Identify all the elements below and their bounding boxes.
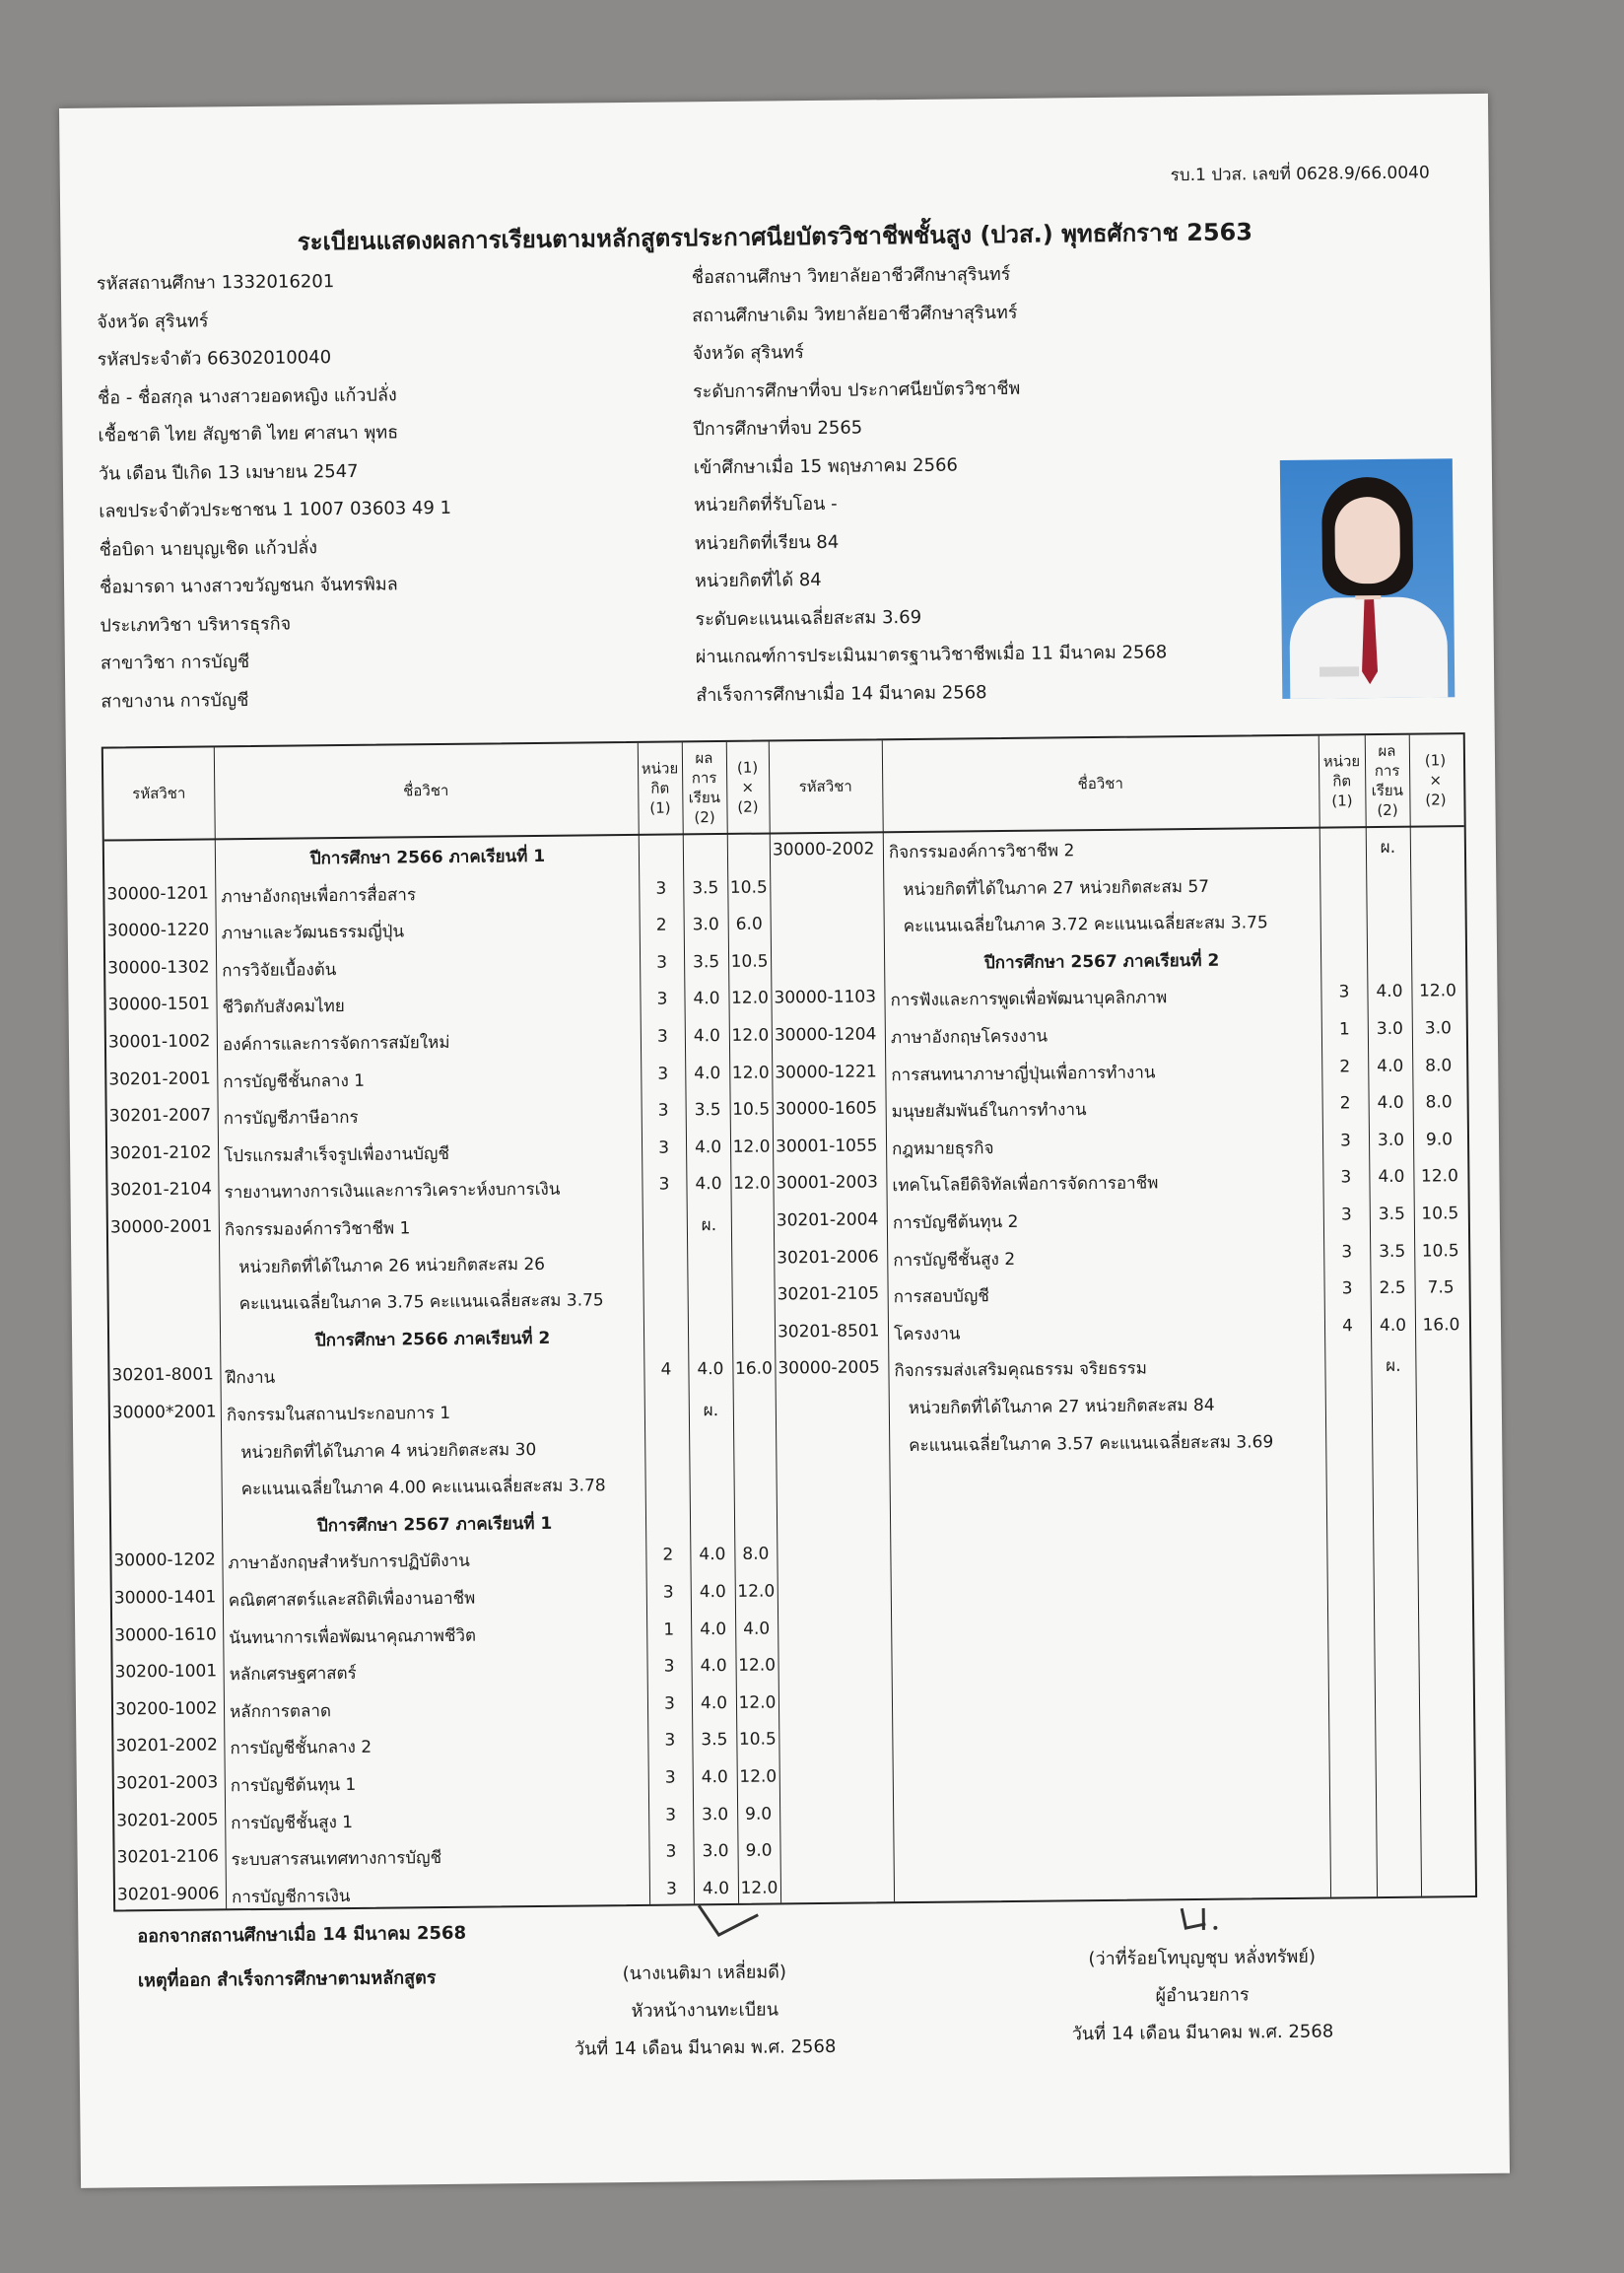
course-code: 30000-1221 — [775, 1061, 877, 1083]
grade-value: 4.0 — [1376, 982, 1403, 1002]
course-code: 30201-2006 — [777, 1246, 879, 1269]
points-value — [1410, 833, 1462, 834]
points-value: 12.0 — [737, 1581, 776, 1602]
term-heading: ปีการศึกษา 2566 ภาคเรียนที่ 2 — [314, 1328, 551, 1351]
credit-value: 1 — [663, 1619, 675, 1640]
leave-reason: เหตุที่ออก สำเร็จการศึกษาตามหลักสูตร — [137, 1967, 437, 1992]
term-summary: คะแนนเฉลี่ยในภาค 4.00 คะแนนเฉลี่ยสะสม 3.78 — [240, 1476, 606, 1500]
grade-value: 4.0 — [702, 1878, 730, 1899]
credit-value: 3 — [655, 878, 667, 899]
course-name: องค์การและการจัดการสมัยใหม่ — [222, 1032, 450, 1056]
points-value: 4.0 — [743, 1619, 771, 1639]
points-value: 12.0 — [732, 1173, 771, 1195]
director-name: (ว่าที่ร้อยโทบุญชุบ หลั่งทรัพย์) — [1088, 1946, 1317, 1970]
grade-value: ผ. — [703, 1401, 719, 1421]
grade-value: 4.0 — [697, 1359, 724, 1380]
points-value: 12.0 — [730, 988, 770, 1009]
grade-value: 4.0 — [694, 1136, 722, 1158]
course-code: 30000-1610 — [114, 1624, 217, 1646]
course-code: 30201-2002 — [115, 1735, 218, 1756]
points-value: 12.0 — [732, 1136, 771, 1157]
term-summary: คะแนนเฉลี่ยในภาค 3.72 คะแนนเฉลี่ยสะสม 3.75 — [903, 913, 1268, 937]
grade-value: 4.0 — [1377, 1056, 1404, 1076]
grade-value: 4.0 — [693, 1026, 721, 1047]
points-value: 9.0 — [1425, 1130, 1454, 1150]
header-grade: ผล การ เรียน (2) — [688, 749, 721, 827]
info-line: วัน เดือน ปีเกิด 13 เมษายน 2547 — [98, 460, 359, 485]
credit-value: 2 — [1339, 1093, 1351, 1114]
grade-value: 4.0 — [700, 1619, 727, 1639]
points-value: 12.0 — [1420, 1166, 1458, 1187]
grade-value: 3.0 — [1377, 1130, 1405, 1150]
course-name: กิจกรรมองค์การวิชาชีพ 2 — [888, 841, 1075, 863]
course-name: การบัญชีต้นทุน 2 — [892, 1211, 1019, 1234]
grade-value: 4.0 — [699, 1545, 726, 1565]
course-name: กิจกรรมองค์การวิชาชีพ 1 — [224, 1218, 411, 1241]
points-value: 10.5 — [729, 877, 768, 898]
info-line: ระดับการศึกษาที่จบ ประกาศนียบัตรวิชาชีพ — [692, 378, 1021, 402]
course-name: การบัญชีชั้นกลาง 1 — [223, 1070, 366, 1092]
term-summary: หน่วยกิตที่ได้ในภาค 27 หน่วยกิตสะสม 84 — [908, 1395, 1215, 1419]
grade-value: 2.5 — [1379, 1277, 1406, 1299]
credit-value: 3 — [665, 1805, 677, 1825]
info-line: ผ่านเกณฑ์การประเมินมาตรฐานวิชาชีพเมื่อ 11 มีนาคม 2568 — [695, 642, 1168, 668]
points-value: 3.0 — [1424, 1018, 1452, 1039]
credit-value: 3 — [1340, 1205, 1352, 1225]
credit-value: 3 — [665, 1879, 677, 1899]
info-line: หน่วยกิตที่ได้ 84 — [694, 569, 822, 592]
info-line: ระดับคะแนนเฉลี่ยสะสม 3.69 — [695, 606, 922, 630]
credit-value: 3 — [656, 989, 668, 1010]
points-value: 10.5 — [732, 1099, 771, 1121]
credit-value: 3 — [1341, 1241, 1353, 1263]
course-name: ภาษาอังกฤษโครงงาน — [890, 1026, 1049, 1049]
course-code: 30201-2004 — [776, 1209, 879, 1231]
info-line: ชื่อสถานศึกษา วิทยาลัยอาชีวศึกษาสุรินทร์ — [691, 263, 1011, 289]
points-value: 8.0 — [1425, 1092, 1453, 1113]
credit-value: 3 — [664, 1730, 676, 1752]
course-name: ภาษาอังกฤษสำหรับการปฏิบัติงาน — [228, 1551, 470, 1574]
points-value: 8.0 — [742, 1544, 770, 1565]
term-summary: คะแนนเฉลี่ยในภาค 3.75 คะแนนเฉลี่ยสะสม 3.75 — [238, 1290, 604, 1315]
registrar-role: หัวหน้างานทะเบียน — [631, 1999, 779, 2023]
credit-value: 4 — [660, 1359, 672, 1381]
student-photo — [1280, 458, 1455, 699]
course-code: 30201-2105 — [777, 1283, 880, 1305]
info-line: ปีการศึกษาที่จบ 2565 — [693, 417, 863, 441]
course-code: 30000-2002 — [772, 839, 875, 861]
course-name: ระบบสารสนเทศทางการบัญชี — [231, 1848, 442, 1871]
grade-value: 3.5 — [692, 951, 720, 973]
info-line: เชื้อชาติ ไทย สัญชาติ ไทย ศาสนา พุทธ — [98, 422, 399, 447]
info-line: ชื่อบิดา นายบุญเชิด แก้วปลั่ง — [99, 536, 318, 561]
course-name: นันทนาการเพื่อพัฒนาคุณภาพชีวิต — [229, 1625, 477, 1648]
points-value: 6.0 — [735, 914, 763, 935]
grade-value: 4.0 — [1377, 1092, 1404, 1114]
grade-value: 4.0 — [695, 1174, 722, 1195]
info-line: หน่วยกิตที่เรียน 84 — [694, 531, 840, 554]
course-code: 30001-1055 — [775, 1136, 878, 1157]
info-line: ประเภทวิชา บริหารธุรกิจ — [100, 613, 292, 637]
credit-value: 3 — [657, 1064, 669, 1084]
course-code: 30001-1002 — [107, 1031, 211, 1053]
header-credit: หน่วย กิต (1) — [1322, 752, 1361, 810]
grade-value: 3.5 — [1378, 1204, 1405, 1225]
credit-value: 3 — [1340, 1131, 1352, 1151]
grade-value: ผ. — [701, 1215, 717, 1236]
course-name: กฎหมายธุรกิจ — [891, 1137, 994, 1160]
course-code: 30201-8501 — [777, 1321, 880, 1343]
grade-value: 4.0 — [700, 1656, 727, 1677]
term-summary: หน่วยกิตที่ได้ในภาค 27 หน่วยกิตสะสม 57 — [903, 876, 1210, 900]
director-role: ผู้อำนวยการ — [1155, 1984, 1250, 2007]
header-credit: หน่วย กิต (1) — [641, 759, 679, 817]
header-code: รหัสวิชา — [132, 784, 186, 803]
points-value: 16.0 — [734, 1358, 773, 1380]
course-name: การบัญชีภาษีอากร — [223, 1108, 359, 1130]
student-info-left — [97, 262, 454, 722]
credit-value: 3 — [665, 1841, 677, 1862]
points-value: 12.0 — [731, 1063, 770, 1083]
director-signature-block — [1025, 1938, 1381, 2054]
header-name: ชื่อวิชา — [1077, 774, 1123, 793]
course-code: 30201-2106 — [116, 1846, 220, 1868]
credit-value: 3 — [656, 1026, 668, 1047]
grade-value: 3.0 — [1376, 1018, 1403, 1040]
points-value: 10.5 — [1421, 1240, 1459, 1262]
course-code: 30201-2102 — [109, 1142, 212, 1164]
info-line: รหัสสถานศึกษา 1332016201 — [96, 271, 335, 295]
course-name: กิจกรรมส่งเสริมคุณธรรม จริยธรรม — [894, 1358, 1148, 1382]
leave-date: ออกจากสถานศึกษาเมื่อ 14 มีนาคม 2568 — [137, 1922, 467, 1948]
credit-value: 3 — [657, 1100, 669, 1121]
info-line: จังหวัด สุรินทร์ — [97, 310, 209, 333]
credit-value: 1 — [1338, 1019, 1350, 1040]
points-value — [1415, 1351, 1467, 1352]
course-name: หลักการตลาด — [229, 1700, 332, 1723]
points-value: 10.5 — [730, 951, 769, 972]
course-name: ฝึกงาน — [226, 1368, 276, 1389]
document-reference: รบ.1 ปวส. เลขที่ 0628.9/66.0040 — [1170, 163, 1430, 186]
credit-value: 3 — [664, 1767, 676, 1788]
table-header — [103, 734, 1464, 841]
course-name: การบัญชีชั้นกลาง 2 — [230, 1738, 372, 1759]
course-code: 30000-1202 — [113, 1550, 217, 1571]
registrar-date: วันที่ 14 เดือน มีนาคม พ.ศ. 2568 — [574, 2035, 837, 2060]
points-value: 12.0 — [738, 1655, 777, 1677]
credit-value: 3 — [1341, 1278, 1353, 1299]
course-code: 30000-1220 — [106, 920, 210, 941]
grade-value: 4.0 — [694, 1063, 721, 1083]
info-line: จังหวัด สุรินทร์ — [692, 342, 804, 365]
director-date: วันที่ 14 เดือน มีนาคม พ.ศ. 2568 — [1071, 2021, 1334, 2045]
transcript-paper — [59, 94, 1510, 2188]
course-name: รายงานทางการเงินและการวิเคราะห์งบการเงิน — [224, 1180, 561, 1204]
points-value: 12.0 — [740, 1878, 778, 1898]
grade-value: 3.0 — [692, 915, 719, 935]
points-value: 7.5 — [1427, 1277, 1455, 1298]
credit-value: 3 — [1340, 1167, 1352, 1188]
course-code: 30000-1201 — [106, 883, 209, 905]
grade-value: 4.0 — [700, 1692, 728, 1714]
credit-value: 3 — [656, 952, 668, 973]
points-value: 9.0 — [745, 1840, 773, 1861]
course-name: ภาษาและวัฒนธรรมญี่ปุ่น — [221, 922, 405, 944]
header-points: (1) × (2) — [1424, 751, 1447, 809]
grade-value: 3.5 — [1379, 1241, 1406, 1262]
header-points: (1) × (2) — [736, 758, 759, 816]
grades-table — [102, 732, 1477, 1911]
grade-value: 3.0 — [702, 1804, 729, 1825]
course-code: 30200-1002 — [114, 1698, 218, 1720]
registrar-signature-block — [542, 1954, 868, 2069]
course-name: โครงงาน — [893, 1324, 961, 1344]
grade-value: 3.5 — [694, 1100, 721, 1121]
course-code: 30000-2001 — [109, 1216, 213, 1238]
term-heading: ปีการศึกษา 2567 ภาคเรียนที่ 1 — [316, 1513, 553, 1537]
points-value: 12.0 — [1418, 981, 1456, 1001]
header-grade: ผล การ เรียน (2) — [1371, 741, 1404, 820]
course-code: 30001-2003 — [776, 1172, 879, 1194]
course-name: กิจกรรมในสถานประกอบการ 1 — [226, 1403, 451, 1426]
course-code: 30201-2003 — [115, 1772, 219, 1794]
course-code: 30201-2007 — [108, 1105, 212, 1127]
points-value: 10.5 — [738, 1729, 777, 1751]
course-code: 30000-1204 — [774, 1024, 877, 1046]
course-code: 30201-8001 — [111, 1364, 215, 1386]
course-code: 30000-1401 — [113, 1587, 217, 1609]
credit-value: 3 — [658, 1137, 670, 1158]
course-code: 30000-1605 — [775, 1098, 878, 1120]
term-summary: คะแนนเฉลี่ยในภาค 3.57 คะแนนเฉลี่ยสะสม 3.69 — [909, 1431, 1274, 1456]
course-name: ชีวิตกับสังคมไทย — [222, 997, 345, 1018]
course-name: ภาษาอังกฤษเพื่อการสื่อสาร — [221, 884, 417, 907]
grade-value: 4.0 — [1378, 1167, 1405, 1188]
course-name: หลักเศรษฐศาสตร์ — [229, 1664, 357, 1686]
grade-value: 4.0 — [699, 1581, 726, 1603]
credit-value: 2 — [655, 915, 667, 935]
course-name: การสนทนาภาษาญี่ปุ่นเพื่อการทำงาน — [891, 1062, 1156, 1085]
grade-value: 3.5 — [701, 1730, 728, 1751]
info-line: ชื่อมารดา นางสาวขวัญชนก จันทรพิมล — [99, 574, 398, 598]
course-name: เทคโนโลยีดิจิทัลเพื่อการจัดการอาชีพ — [892, 1173, 1159, 1197]
points-value: 12.0 — [738, 1692, 777, 1713]
grade-value: 4.0 — [1379, 1315, 1407, 1336]
right-course-list — [104, 825, 1475, 1909]
registrar-name: (นางเนติมา เหลี่ยมดี) — [622, 1962, 787, 1985]
credit-value: 3 — [1338, 982, 1350, 1002]
grade-value: 3.0 — [702, 1841, 729, 1862]
course-code: 30201-2001 — [108, 1068, 211, 1090]
course-code: 30000-1501 — [107, 994, 211, 1015]
course-code: 30201-9006 — [116, 1884, 220, 1905]
course-name: การสอบบัญชี — [893, 1286, 989, 1308]
course-name: การบัญชีชั้นสูง 1 — [231, 1812, 354, 1833]
course-name: โปรแกรมสำเร็จรูปเพื่องานบัญชี — [224, 1143, 450, 1167]
credit-value: 3 — [662, 1582, 674, 1603]
info-line: สาขาวิชา การบัญชี — [100, 652, 250, 674]
info-line: สำเร็จการศึกษาเมื่อ 14 มีนาคม 2568 — [696, 681, 987, 706]
term-heading: ปีการศึกษา 2567 ภาคเรียนที่ 2 — [983, 950, 1220, 974]
header-name: ชื่อวิชา — [403, 781, 449, 800]
course-code: 30000-2005 — [778, 1357, 881, 1379]
points-value: 12.0 — [739, 1766, 778, 1787]
info-line: สถานศึกษาเดิม วิทยาลัยอาชีวศึกษาสุรินทร์ — [692, 302, 1018, 326]
student-info-right — [692, 254, 1168, 715]
grade-value: ผ. — [1386, 1356, 1401, 1377]
course-name: มนุษยสัมพันธ์ในการทำงาน — [891, 1100, 1087, 1123]
info-line: สาขางาน การบัญชี — [101, 689, 249, 713]
course-name: การวิจัยเบื้องต้น — [222, 959, 337, 982]
grade-value: 4.0 — [701, 1766, 728, 1788]
term-summary: หน่วยกิตที่ได้ในภาค 26 หน่วยกิตสะสม 26 — [238, 1254, 546, 1277]
info-line: รหัสประจำตัว 66302010040 — [97, 347, 332, 371]
course-code: 30000-1302 — [107, 957, 210, 979]
credit-value: 2 — [662, 1545, 674, 1566]
points-value: 12.0 — [731, 1025, 770, 1046]
course-code: 30201-2104 — [109, 1179, 213, 1201]
signature-mark-director — [1172, 1900, 1231, 1941]
term-summary: หน่วยกิตที่ได้ในภาค 4 หน่วยกิตสะสม 30 — [240, 1439, 537, 1463]
info-line: เลขประจำตัวประชาชน 1 1007 03603 49 1 — [99, 497, 452, 522]
grade-value: 4.0 — [693, 989, 720, 1009]
course-name: การบัญชีการเงิน — [231, 1886, 351, 1908]
course-code: 30201-2005 — [116, 1809, 219, 1831]
credit-value: 4 — [1341, 1316, 1354, 1337]
credit-value: 3 — [658, 1174, 670, 1196]
course-name: การบัญชีต้นทุน 1 — [230, 1774, 357, 1797]
term-heading: ปีการศึกษา 2566 ภาคเรียนที่ 1 — [309, 846, 546, 869]
document-title: ระเบียนแสดงผลการเรียนตามหลักสูตรประกาศนียบัตรวิชาชีพชั้นสูง (ปวส.) พุทธศักราช 2563 — [297, 218, 1253, 256]
grade-value: ผ. — [1380, 837, 1396, 859]
info-line: เข้าศึกษาเมื่อ 15 พฤษภาคม 2566 — [693, 453, 959, 478]
course-name: คณิตศาสตร์และสถิติเพื่องานอาชีพ — [228, 1588, 476, 1612]
course-code: 30000*2001 — [111, 1402, 217, 1423]
info-line: ชื่อ - ชื่อสกุล นางสาวยอดหญิง แก้วปลั่ง — [97, 383, 397, 409]
points-value: 16.0 — [1422, 1314, 1460, 1336]
credit-value: 3 — [663, 1656, 675, 1677]
points-value: 10.5 — [1421, 1204, 1459, 1224]
course-name: การฟังและการพูดเพื่อพัฒนาบุคลิกภาพ — [890, 988, 1168, 1011]
course-name: การบัญชีชั้นสูง 2 — [893, 1249, 1016, 1271]
grade-value: 3.5 — [692, 877, 719, 898]
signature-mark-registrar — [689, 1895, 769, 1946]
credit-value: 3 — [663, 1693, 675, 1714]
course-code: 30200-1001 — [114, 1661, 218, 1683]
credit-value: 2 — [1339, 1056, 1351, 1077]
points-value: 9.0 — [745, 1804, 773, 1825]
course-code: 30000-1103 — [774, 987, 877, 1008]
header-code: รหัสวิชา — [798, 777, 852, 796]
info-line: หน่วยกิตที่รับโอน - — [694, 493, 838, 517]
points-value: 8.0 — [1425, 1055, 1453, 1076]
